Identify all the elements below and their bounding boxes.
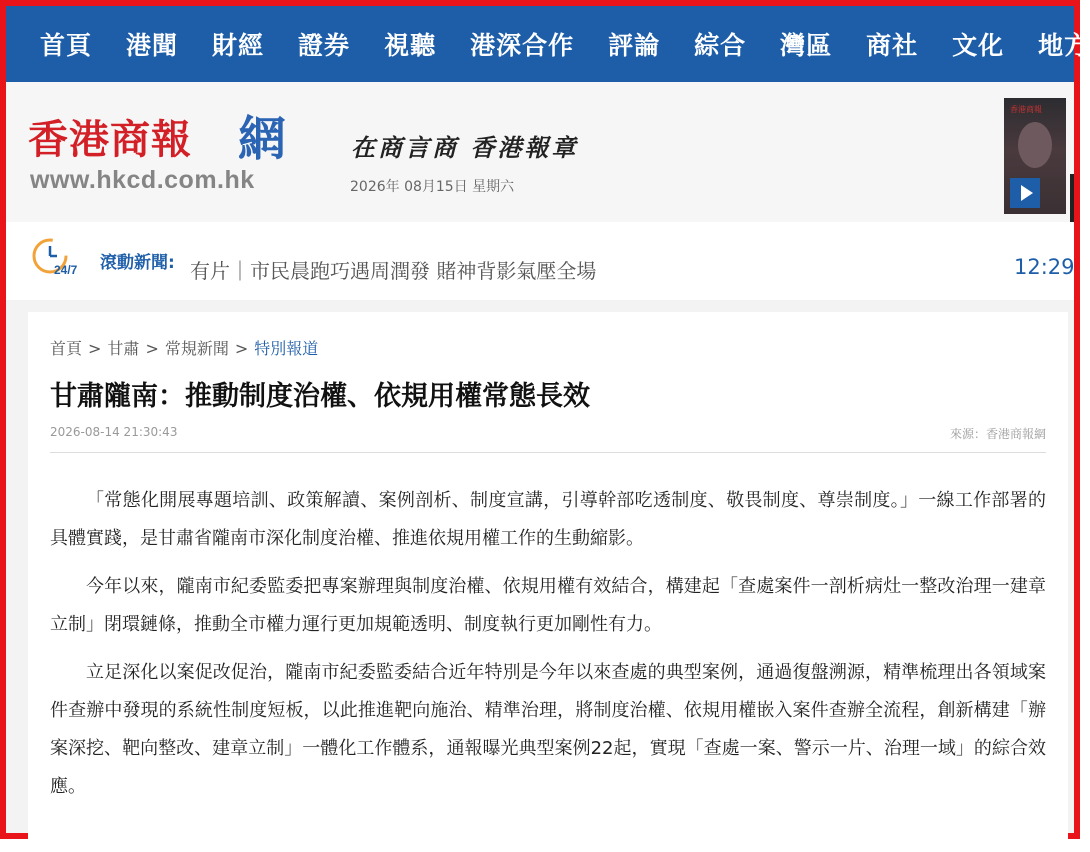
header-date: 2026年 08月15日 星期六 xyxy=(350,179,515,195)
breadcrumb xyxy=(50,336,318,359)
top-nav xyxy=(6,6,1090,82)
breadcrumb-regular-news[interactable]: 常規新聞 xyxy=(164,339,229,358)
nav-item-home[interactable]: 首頁 xyxy=(40,31,93,60)
article-pubdate: 2026-08-14 21:30:43 xyxy=(50,425,178,439)
site-logo-net[interactable]: 網 xyxy=(238,111,287,167)
article-paragraph: 立足深化以案促改促治，隴南市紀委監委結合近年特別是今年以來查處的典型案例，通過復盤溯源，精準梳理出各領域案件查辦中發現的系統性制度短板，以此推進靶向施治、精準治理，將制度治權、依規用權嵌入案件查辦全流程，創新構建「辦案深挖、靶向整改、建章立制」一體化工作體系，通報曝光典型案例22起，實現「查處一案、警示一片、治理一域」的綜合效應。 xyxy=(50,662,1046,797)
nav-item-business[interactable]: 商社 xyxy=(866,31,919,60)
breadcrumb-special-report[interactable]: 特別報道 xyxy=(254,339,319,358)
site-slogan: 在商言商 香港報章 xyxy=(351,133,579,162)
clock-caption: 24/7 xyxy=(54,263,78,277)
breadcrumb-separator: > xyxy=(145,339,159,358)
ticker-time: 12:29 xyxy=(1014,255,1075,279)
site-header xyxy=(6,82,1074,222)
nav-item-finance[interactable]: 財經 xyxy=(212,31,265,60)
nav-item-hk-sz[interactable]: 港深合作 xyxy=(470,31,575,60)
divider xyxy=(50,452,1046,453)
news-ticker xyxy=(6,222,1074,300)
nav-item-culture[interactable]: 文化 xyxy=(952,31,1005,60)
site-url[interactable]: www.hkcd.com.hk xyxy=(30,166,255,194)
article-paragraph: 「常態化開展專題培訓、政策解讀、案例剖析、制度宣講，引導幹部吃透制度、敬畏制度、尊崇制度。」一線工作部署的具體實踐，是甘肅省隴南市深化制度治權、推進依規用權工作的生動縮影。 xyxy=(50,490,1046,549)
nav-item-securities[interactable]: 證券 xyxy=(298,31,351,60)
nav-item-hk-news[interactable]: 港聞 xyxy=(126,31,179,60)
ticker-label: 滾動新聞: xyxy=(100,253,175,273)
article-title: 甘肅隴南：推動制度治權、依規用權常態長效 xyxy=(50,381,590,412)
article-body xyxy=(50,482,1046,816)
nav-item-video[interactable]: 視聽 xyxy=(384,31,437,60)
video-thumbnail[interactable] xyxy=(1004,98,1066,214)
breadcrumb-home[interactable]: 首頁 xyxy=(50,339,83,358)
ticker-headline-link[interactable]: 有片｜市民晨跑巧遇周潤發 賭神背影氣壓全場 xyxy=(190,259,597,283)
nav-item-bay-area[interactable]: 灣區 xyxy=(780,31,833,60)
nav-item-commentary[interactable]: 評論 xyxy=(608,31,661,60)
article-source: 來源：香港商報網 xyxy=(949,427,1046,441)
site-logo-text[interactable]: 香港商報 xyxy=(28,116,192,163)
breadcrumb-separator: > xyxy=(234,339,249,358)
thumbnail-caption: 香港商報 xyxy=(1010,105,1042,114)
thumbnail-image xyxy=(1018,122,1052,168)
nav-item-local[interactable]: 地方 xyxy=(1038,31,1090,60)
article-panel xyxy=(28,312,1068,852)
play-icon[interactable] xyxy=(1010,178,1040,208)
clock-247-icon xyxy=(30,234,86,280)
breadcrumb-gansu[interactable]: 甘肅 xyxy=(107,339,140,358)
breadcrumb-separator: > xyxy=(88,339,102,358)
article-paragraph: 今年以來，隴南市紀委監委把專案辦理與制度治權、依規用權有效結合，構建起「查處案件一剖析病灶一整改治理一建章立制」閉環鏈條，推動全市權力運行更加規範透明、制度執行更加剛性有力。 xyxy=(50,576,1046,635)
nav-item-general[interactable]: 綜合 xyxy=(694,31,747,60)
